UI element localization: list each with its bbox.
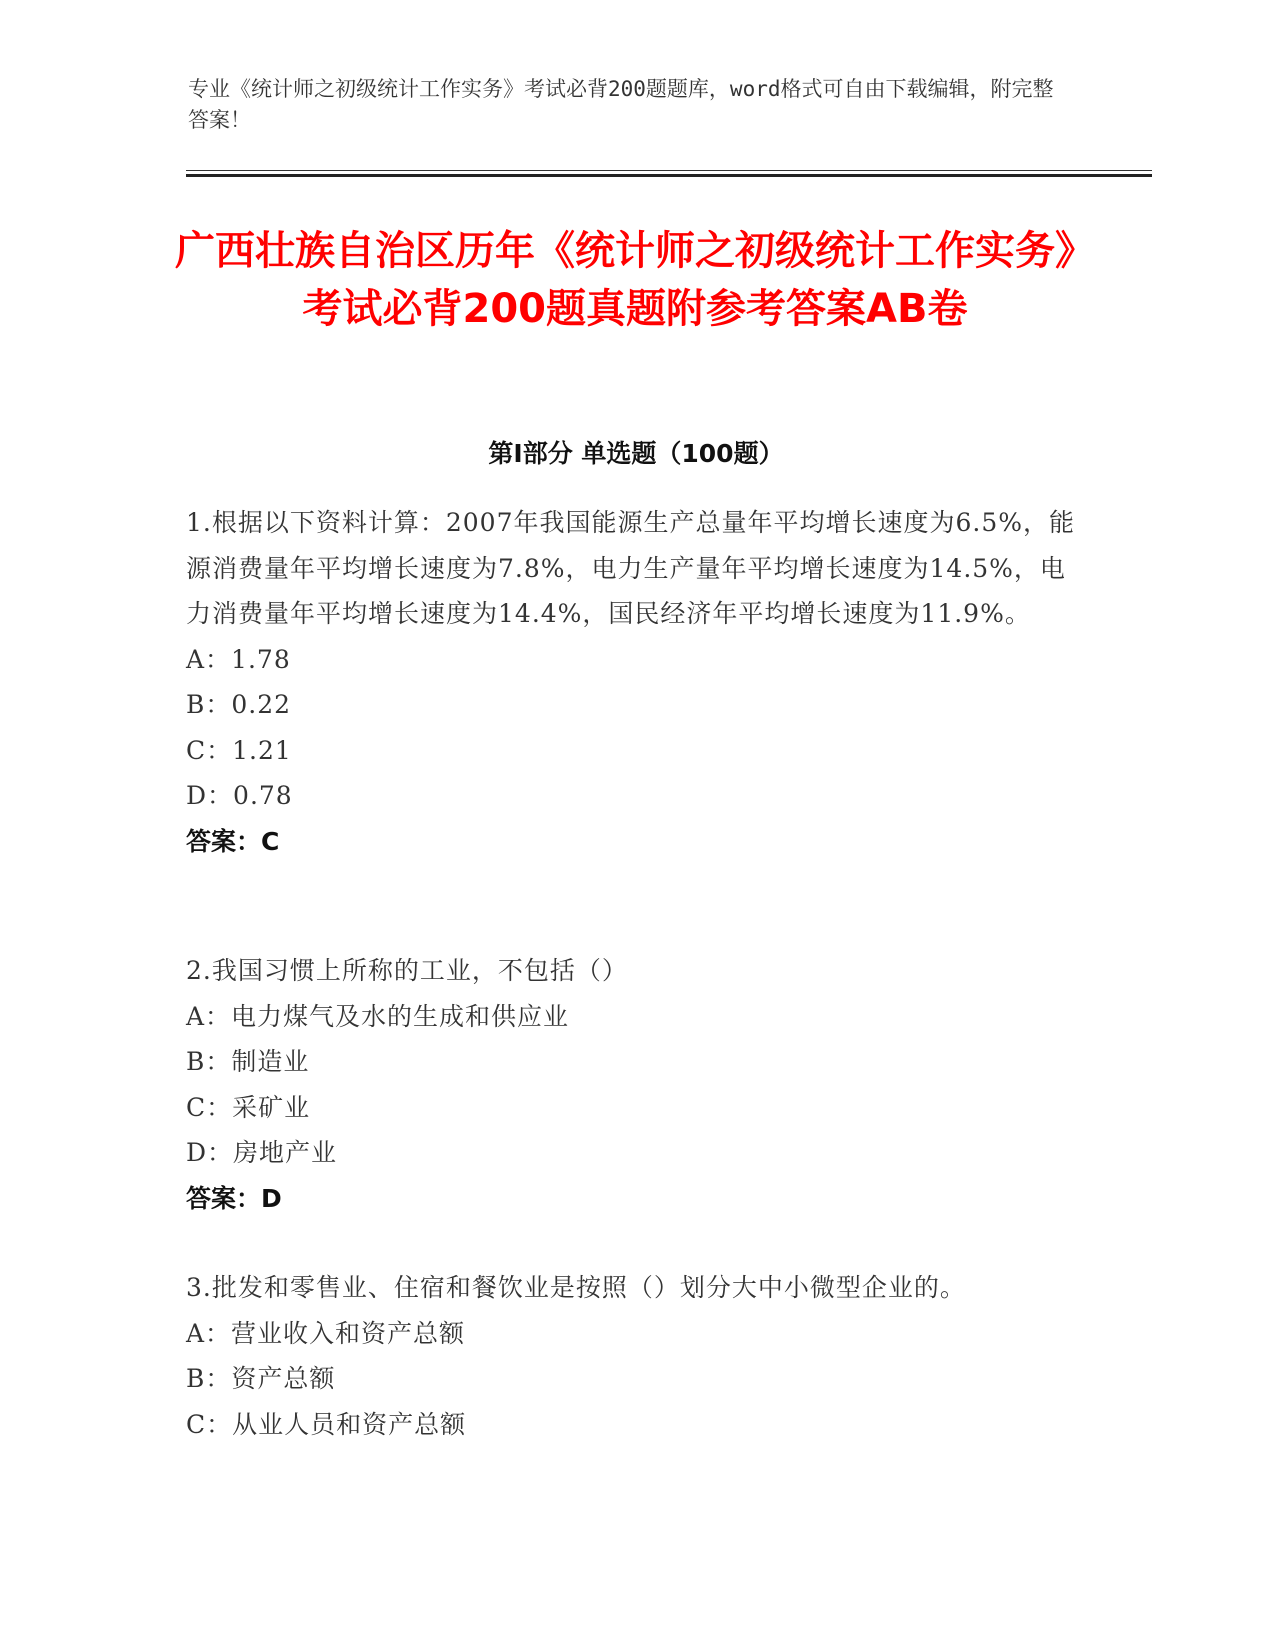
document-title: 广西壮族自治区历年《统计师之初级统计工作实务》考试必背200题真题附参考答案AB卷 — [175, 228, 1095, 332]
option-c: C：采矿业 — [186, 1092, 311, 1122]
header-divider-thin — [186, 170, 1152, 171]
option-c: C：1.21 — [186, 735, 292, 765]
option-b: B：资产总额 — [186, 1364, 336, 1393]
option-a: A：营业收入和资产总额 — [186, 1318, 466, 1348]
option-a: A：电力煤气及水的生成和供应业 — [186, 1001, 570, 1031]
option-b: B：制造业 — [186, 1047, 310, 1076]
question-1 — [186, 500, 1086, 864]
option-d: D：房地产业 — [186, 1138, 338, 1167]
question-3 — [186, 1265, 1086, 1447]
option-d: D：0.78 — [186, 781, 293, 810]
answer: 答案：C — [186, 826, 280, 856]
question-stem: 3.批发和零售业、住宿和餐饮业是按照（）划分大中小微型企业的。 — [186, 1273, 966, 1302]
option-a: A：1.78 — [186, 644, 291, 674]
question-2 — [186, 948, 1086, 1221]
header-note: 专业《统计师之初级统计工作实务》考试必背200题题库，word格式可自由下载编辑，附完整答案！ — [188, 77, 1054, 132]
question-stem: 1.根据以下资料计算：2007年我国能源生产总量年平均增长速度为6.5%，能源消费量年平均增长速度为7.8%，电力生产量年平均增长速度为14.5%，电力消费量年平均增长速度为14.4%，国民经济年平均增长速度为11.9%。 — [186, 508, 1075, 628]
question-stem: 2.我国习惯上所称的工业，不包括（） — [186, 956, 628, 985]
option-c: C：从业人员和资产总额 — [186, 1409, 467, 1439]
header-divider-thick — [186, 174, 1152, 177]
section-title: 第Ⅰ部分 单选题（100题） — [488, 439, 784, 468]
option-b: B：0.22 — [186, 690, 292, 719]
answer: 答案：D — [186, 1183, 282, 1213]
